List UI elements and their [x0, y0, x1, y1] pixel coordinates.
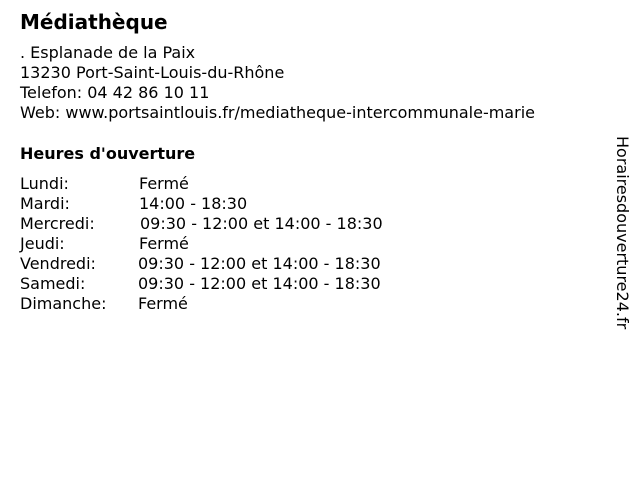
website: Web: www.portsaintlouis.fr/mediatheque-intercommunale-marie: [20, 103, 535, 122]
time-value: Fermé: [139, 174, 189, 193]
time-value: 09:30 - 12:00 et 14:00 - 18:30: [138, 274, 381, 293]
time-value: 09:30 - 12:00 et 14:00 - 18:30: [138, 254, 381, 273]
day-label: Samedi:: [20, 274, 86, 293]
address-block: [20, 43, 535, 123]
brand-watermark: Horairesdouverture24.fr: [613, 136, 632, 330]
day-label: Dimanche:: [20, 294, 107, 313]
phone-number: Telefon: 04 42 86 10 11: [20, 83, 210, 102]
time-value: 09:30 - 12:00 et 14:00 - 18:30: [140, 214, 383, 233]
hours-heading: Heures d'ouverture: [20, 144, 196, 163]
page-title: Médiathèque: [20, 10, 168, 34]
day-label: Jeudi:: [20, 234, 65, 253]
day-label: Mardi:: [20, 194, 70, 213]
address-city: 13230 Port-Saint-Louis-du-Rhône: [20, 63, 285, 82]
time-value: 14:00 - 18:30: [139, 194, 248, 213]
address-street: . Esplanade de la Paix: [20, 43, 196, 62]
day-label: Mercredi:: [20, 214, 95, 233]
day-label: Lundi:: [20, 174, 69, 193]
day-label: Vendredi:: [20, 254, 96, 273]
time-value: Fermé: [139, 234, 189, 253]
time-value: Fermé: [138, 294, 188, 313]
